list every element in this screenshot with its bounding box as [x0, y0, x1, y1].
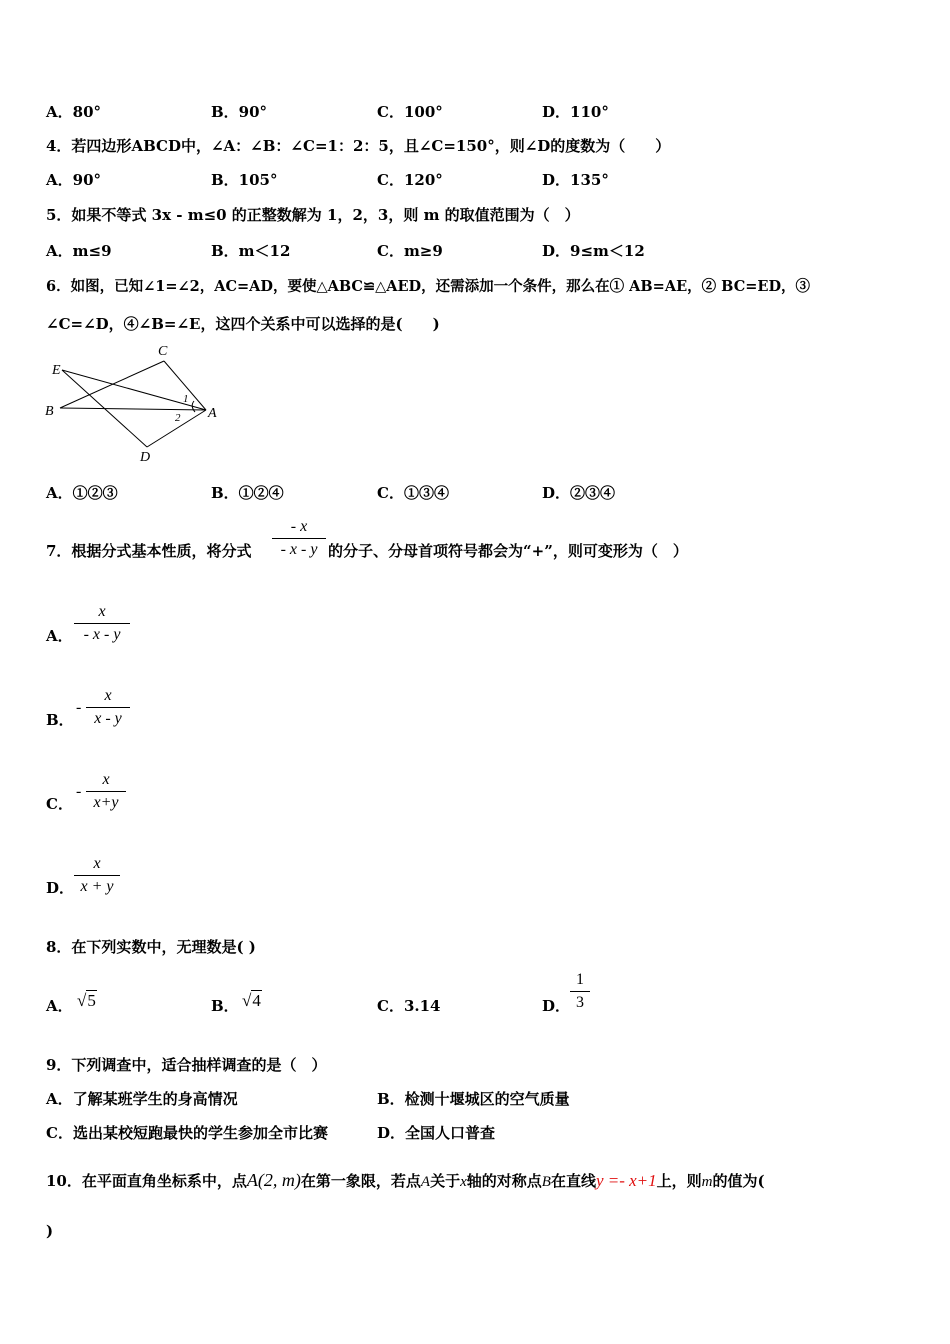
q3-option-a: A．80° — [46, 103, 102, 121]
q6-question-line1: 6．如图，已知∠1=∠2，AC=AD，要使△ABC≌△AED，还需添加一个条件，那么在① AB=AE，② BC=ED，③ — [46, 278, 811, 295]
q7-option-a-fraction: x - x - y — [74, 603, 130, 644]
q7-question-pre: 7．根据分式基本性质，将分式 — [46, 542, 252, 560]
q10-close-paren: ) — [46, 1222, 54, 1240]
q7-fraction-den: - x - y — [280, 541, 318, 558]
label-b: B — [45, 404, 54, 419]
q7-option-b-sign: - — [76, 699, 82, 716]
q6-option-b: B．①②④ — [211, 484, 284, 502]
q7-fraction-num: - x — [290, 518, 308, 535]
q3-option-b: B．90° — [211, 103, 268, 121]
label-a: A — [208, 406, 217, 421]
q9-option-c: C．选出某校短跑最快的学生参加全市比赛 — [46, 1124, 328, 1142]
q5-question: 5．如果不等式 3x - m≤0 的正整数解为 1，2，3，则 m 的取值范围为（ ） — [46, 206, 580, 224]
q4-option-a: A．90° — [46, 171, 102, 189]
q7-option-c-fraction: x x+y — [86, 771, 126, 812]
label-angle-1: 1 — [183, 393, 189, 405]
q10-line-equation: y =- x+1 — [595, 1171, 657, 1190]
q4-question: 4．若四边形ABCD中，∠A：∠B：∠C=1：2：5，且∠C=150°，则∠D的度数为（ ） — [46, 137, 671, 155]
q7-option-d-label: D． — [46, 879, 75, 897]
q4-option-d: D．135° — [542, 171, 609, 189]
q7-option-b-fraction: x x - y — [86, 687, 130, 728]
q8-option-d-fraction: 1 3 — [570, 971, 590, 1012]
q10-point: A(2, m) — [246, 1170, 301, 1190]
q9-option-b: B．检测十堰城区的空气质量 — [377, 1090, 570, 1108]
q9-option-d: D．全国人口普查 — [377, 1124, 496, 1142]
label-e: E — [52, 363, 61, 378]
q7-fraction — [272, 518, 326, 559]
label-angle-2: 2 — [175, 412, 181, 424]
q8-option-a-sqrt: √5 — [77, 991, 96, 1010]
q4-option-b: B．105° — [211, 171, 278, 189]
segment-bc — [60, 361, 164, 408]
q5-option-a: A．m≤9 — [46, 242, 112, 260]
q7-question-post: 的分子、分母首项符号都会为“+”，则可变形为（ ） — [328, 542, 688, 560]
q3-option-d: D．110° — [542, 103, 609, 121]
q8-option-a-label: A． — [46, 997, 73, 1015]
q6-option-c: C．①③④ — [377, 484, 449, 502]
q8-option-c: C．3.14 — [377, 997, 441, 1015]
q7-option-a-label: A． — [46, 627, 73, 645]
q7-option-c-label: C． — [46, 795, 73, 813]
q8-question: 8．在下列实数中，无理数是( ) — [46, 938, 256, 956]
q5-option-b: B．m＜12 — [211, 242, 291, 260]
q4-option-c: C．120° — [377, 171, 443, 189]
q10-question: 10．在平面直角坐标系中，点A(2, m)在第一象限，若点A关于x轴的对称点B在直线y =- x+1上，则m的值为( — [46, 1170, 765, 1190]
q8-option-d-label: D． — [542, 997, 571, 1015]
q6-option-a: A．①②③ — [46, 484, 118, 502]
q6-option-d: D．②③④ — [542, 484, 616, 502]
q7-option-c-sign: - — [76, 783, 82, 800]
q3-option-c: C．100° — [377, 103, 443, 121]
segment-ba — [60, 408, 206, 410]
q7-option-d-fraction: x x + y — [74, 855, 120, 896]
q9-option-a: A．了解某班学生的身高情况 — [46, 1090, 238, 1108]
q5-option-d: D．9≤m＜12 — [542, 242, 645, 260]
q5-option-c: C．m≥9 — [377, 242, 443, 260]
label-c: C — [158, 344, 168, 359]
q6-question-line2: ∠C=∠D，④∠B=∠E，这四个关系中可以选择的是( ) — [46, 315, 440, 333]
q9-question: 9．下列调查中，适合抽样调查的是（ ） — [46, 1056, 327, 1074]
label-d: D — [140, 450, 151, 465]
q8-option-b-sqrt: √4 — [242, 991, 261, 1010]
q8-option-b-label: B． — [211, 997, 239, 1015]
q7-option-b-label: B． — [46, 711, 74, 729]
q6-geometry-figure — [40, 340, 230, 465]
